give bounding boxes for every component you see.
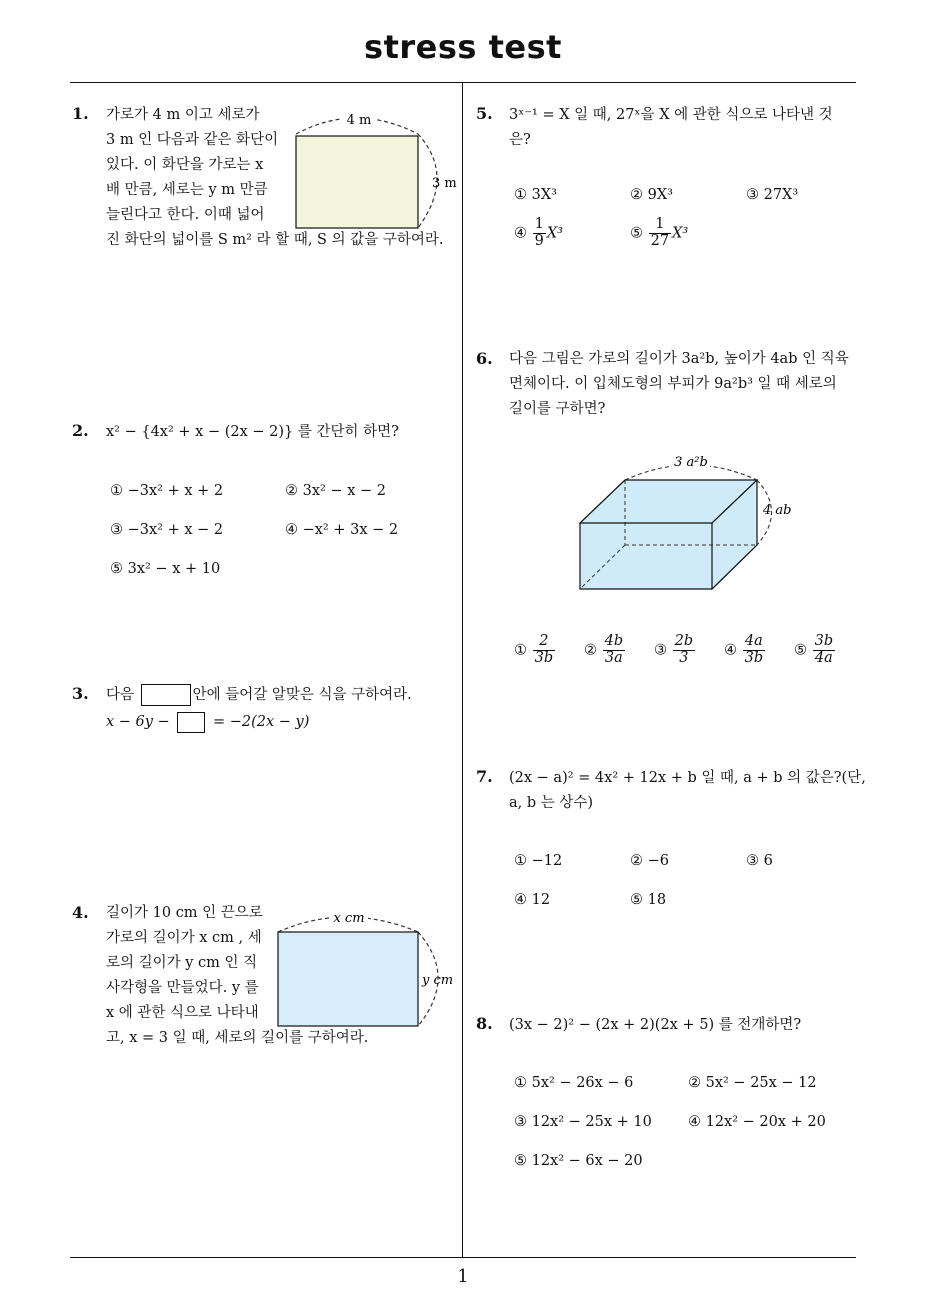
choice-2[interactable]: ② 3x² − x − 2: [285, 483, 386, 499]
question-number: 2.: [72, 421, 89, 440]
question-text: (2x − a)² = 4x² + 12x + b 일 때, a + b 의 값은?(단, a, b 는 상수): [509, 770, 866, 811]
choice-5[interactable]: ⑤ $\frac{1}{27}$ X³: [630, 216, 689, 249]
choice-2[interactable]: ② $\frac{4b}{3a}$: [584, 633, 624, 666]
cuboid-front-face: [580, 523, 712, 589]
choice-1[interactable]: ① 3X³: [514, 187, 557, 203]
fraction: $\frac{4b}{3a}$: [604, 633, 624, 666]
equation: x − 6y − = −2(2x − y): [106, 710, 309, 735]
choice-4[interactable]: ④ −x² + 3x − 2: [285, 522, 399, 538]
choice-4[interactable]: ④ 12x² − 20x + 20: [688, 1114, 826, 1130]
question-text: (3x − 2)² − (2x + 2)(2x + 5) 를 전개하면?: [509, 1017, 802, 1033]
question-text: 가로가 4 m 이고 세로가 3 m 인 다음과 같은 화단이 있다. 이 화단을 가로는 x 배 만큼, 세로는 y m 만큼 늘린다고 한다. 이때 넓어 진 화단의 넓이를 S m² 라 할 때, S 의 값을 구하여라.: [106, 107, 444, 248]
question-number: 4.: [72, 903, 89, 922]
choice-3[interactable]: ③ 6: [746, 853, 773, 869]
choice-5[interactable]: ⑤ 3x² − x + 10: [110, 561, 221, 577]
choice-3[interactable]: ③ $\frac{2b}{3}$: [654, 633, 694, 666]
question-number: 3.: [72, 684, 89, 703]
height-label: 3 m: [432, 176, 457, 191]
choice-5[interactable]: ⑤ 18: [630, 892, 667, 908]
choice-3[interactable]: ③ −3x² + x − 2: [110, 522, 224, 538]
bottom-rule: [70, 1257, 856, 1258]
question-text: x² − {4x² + x − (2x − 2)} 를 간단히 하면?: [106, 424, 399, 440]
flowerbed-figure: [286, 106, 462, 232]
cuboid-figure: [570, 448, 800, 596]
choice-2[interactable]: ② 5x² − 25x − 12: [688, 1075, 817, 1091]
flowerbed-rect: [296, 136, 418, 228]
fraction: $\frac{3b}{4a}$: [814, 633, 834, 666]
choice-1[interactable]: ① −12: [514, 853, 563, 869]
question-number: 1.: [72, 104, 89, 123]
column-divider: [462, 82, 463, 1258]
top-rule: [70, 82, 856, 83]
height-label: 4 ab: [763, 503, 792, 518]
question-number: 5.: [476, 104, 493, 123]
fraction: $\frac{4a}{3b}$: [744, 633, 764, 666]
fraction: $\frac{2b}{3}$: [674, 633, 694, 666]
width-label: 3 a²b: [674, 455, 708, 470]
rectangle-figure: [266, 902, 462, 1032]
fraction: $\frac{1}{9}$: [534, 216, 544, 249]
width-label: 4 m: [346, 113, 372, 128]
fraction: $\frac{1}{27}$: [650, 216, 670, 249]
question-text: 길이가 10 cm 인 끈으로 가로의 길이가 x cm , 세 로의 길이가 y cm 인 직 사각형을 만들었다. y 를 x 에 관한 식으로 나타내 고, x = 3 일 때, 세로의 길이를 구하여라.: [106, 905, 369, 1046]
width-label: x cm: [333, 911, 365, 926]
rectangle-shape: [278, 932, 418, 1026]
question-text: 다음 안에 들어갈 알맞은 식을 구하여라.: [106, 683, 412, 708]
question-number: 6.: [476, 349, 493, 368]
choice-2[interactable]: ② 9X³: [630, 187, 673, 203]
question-number: 8.: [476, 1014, 493, 1033]
choice-3[interactable]: ③ 12x² − 25x + 10: [514, 1114, 652, 1130]
choice-4[interactable]: ④ $\frac{1}{9}$ X³: [514, 216, 563, 249]
choice-5[interactable]: ⑤ $\frac{3b}{4a}$: [794, 633, 834, 666]
choice-2[interactable]: ② −6: [630, 853, 669, 869]
fraction: $\frac{2}{3b}$: [534, 633, 554, 666]
question-text: 3ˣ⁻¹ = X 일 때, 27ˣ을 X 에 관한 식으로 나타낸 것 은?: [509, 107, 833, 148]
answer-blank[interactable]: [177, 712, 205, 733]
choice-1[interactable]: ① −3x² + x + 2: [110, 483, 224, 499]
blank-box-icon: [141, 684, 191, 706]
choice-4[interactable]: ④ $\frac{4a}{3b}$: [724, 633, 764, 666]
height-label: y cm: [422, 973, 454, 988]
page-title: stress test: [364, 28, 562, 66]
page-number: 1: [457, 1266, 469, 1287]
choice-4[interactable]: ④ 12: [514, 892, 551, 908]
choice-1[interactable]: ① 5x² − 26x − 6: [514, 1075, 634, 1091]
question-number: 7.: [476, 767, 493, 786]
question-text: 다음 그림은 가로의 길이가 3a²b, 높이가 4ab 인 직육 면체이다. 이 입체도형의 부피가 9a²b³ 일 때 세로의 길이를 구하면?: [509, 351, 849, 417]
choice-5[interactable]: ⑤ 12x² − 6x − 20: [514, 1153, 643, 1169]
choice-3[interactable]: ③ 27X³: [746, 187, 799, 203]
choice-1[interactable]: ① $\frac{2}{3b}$: [514, 633, 554, 666]
